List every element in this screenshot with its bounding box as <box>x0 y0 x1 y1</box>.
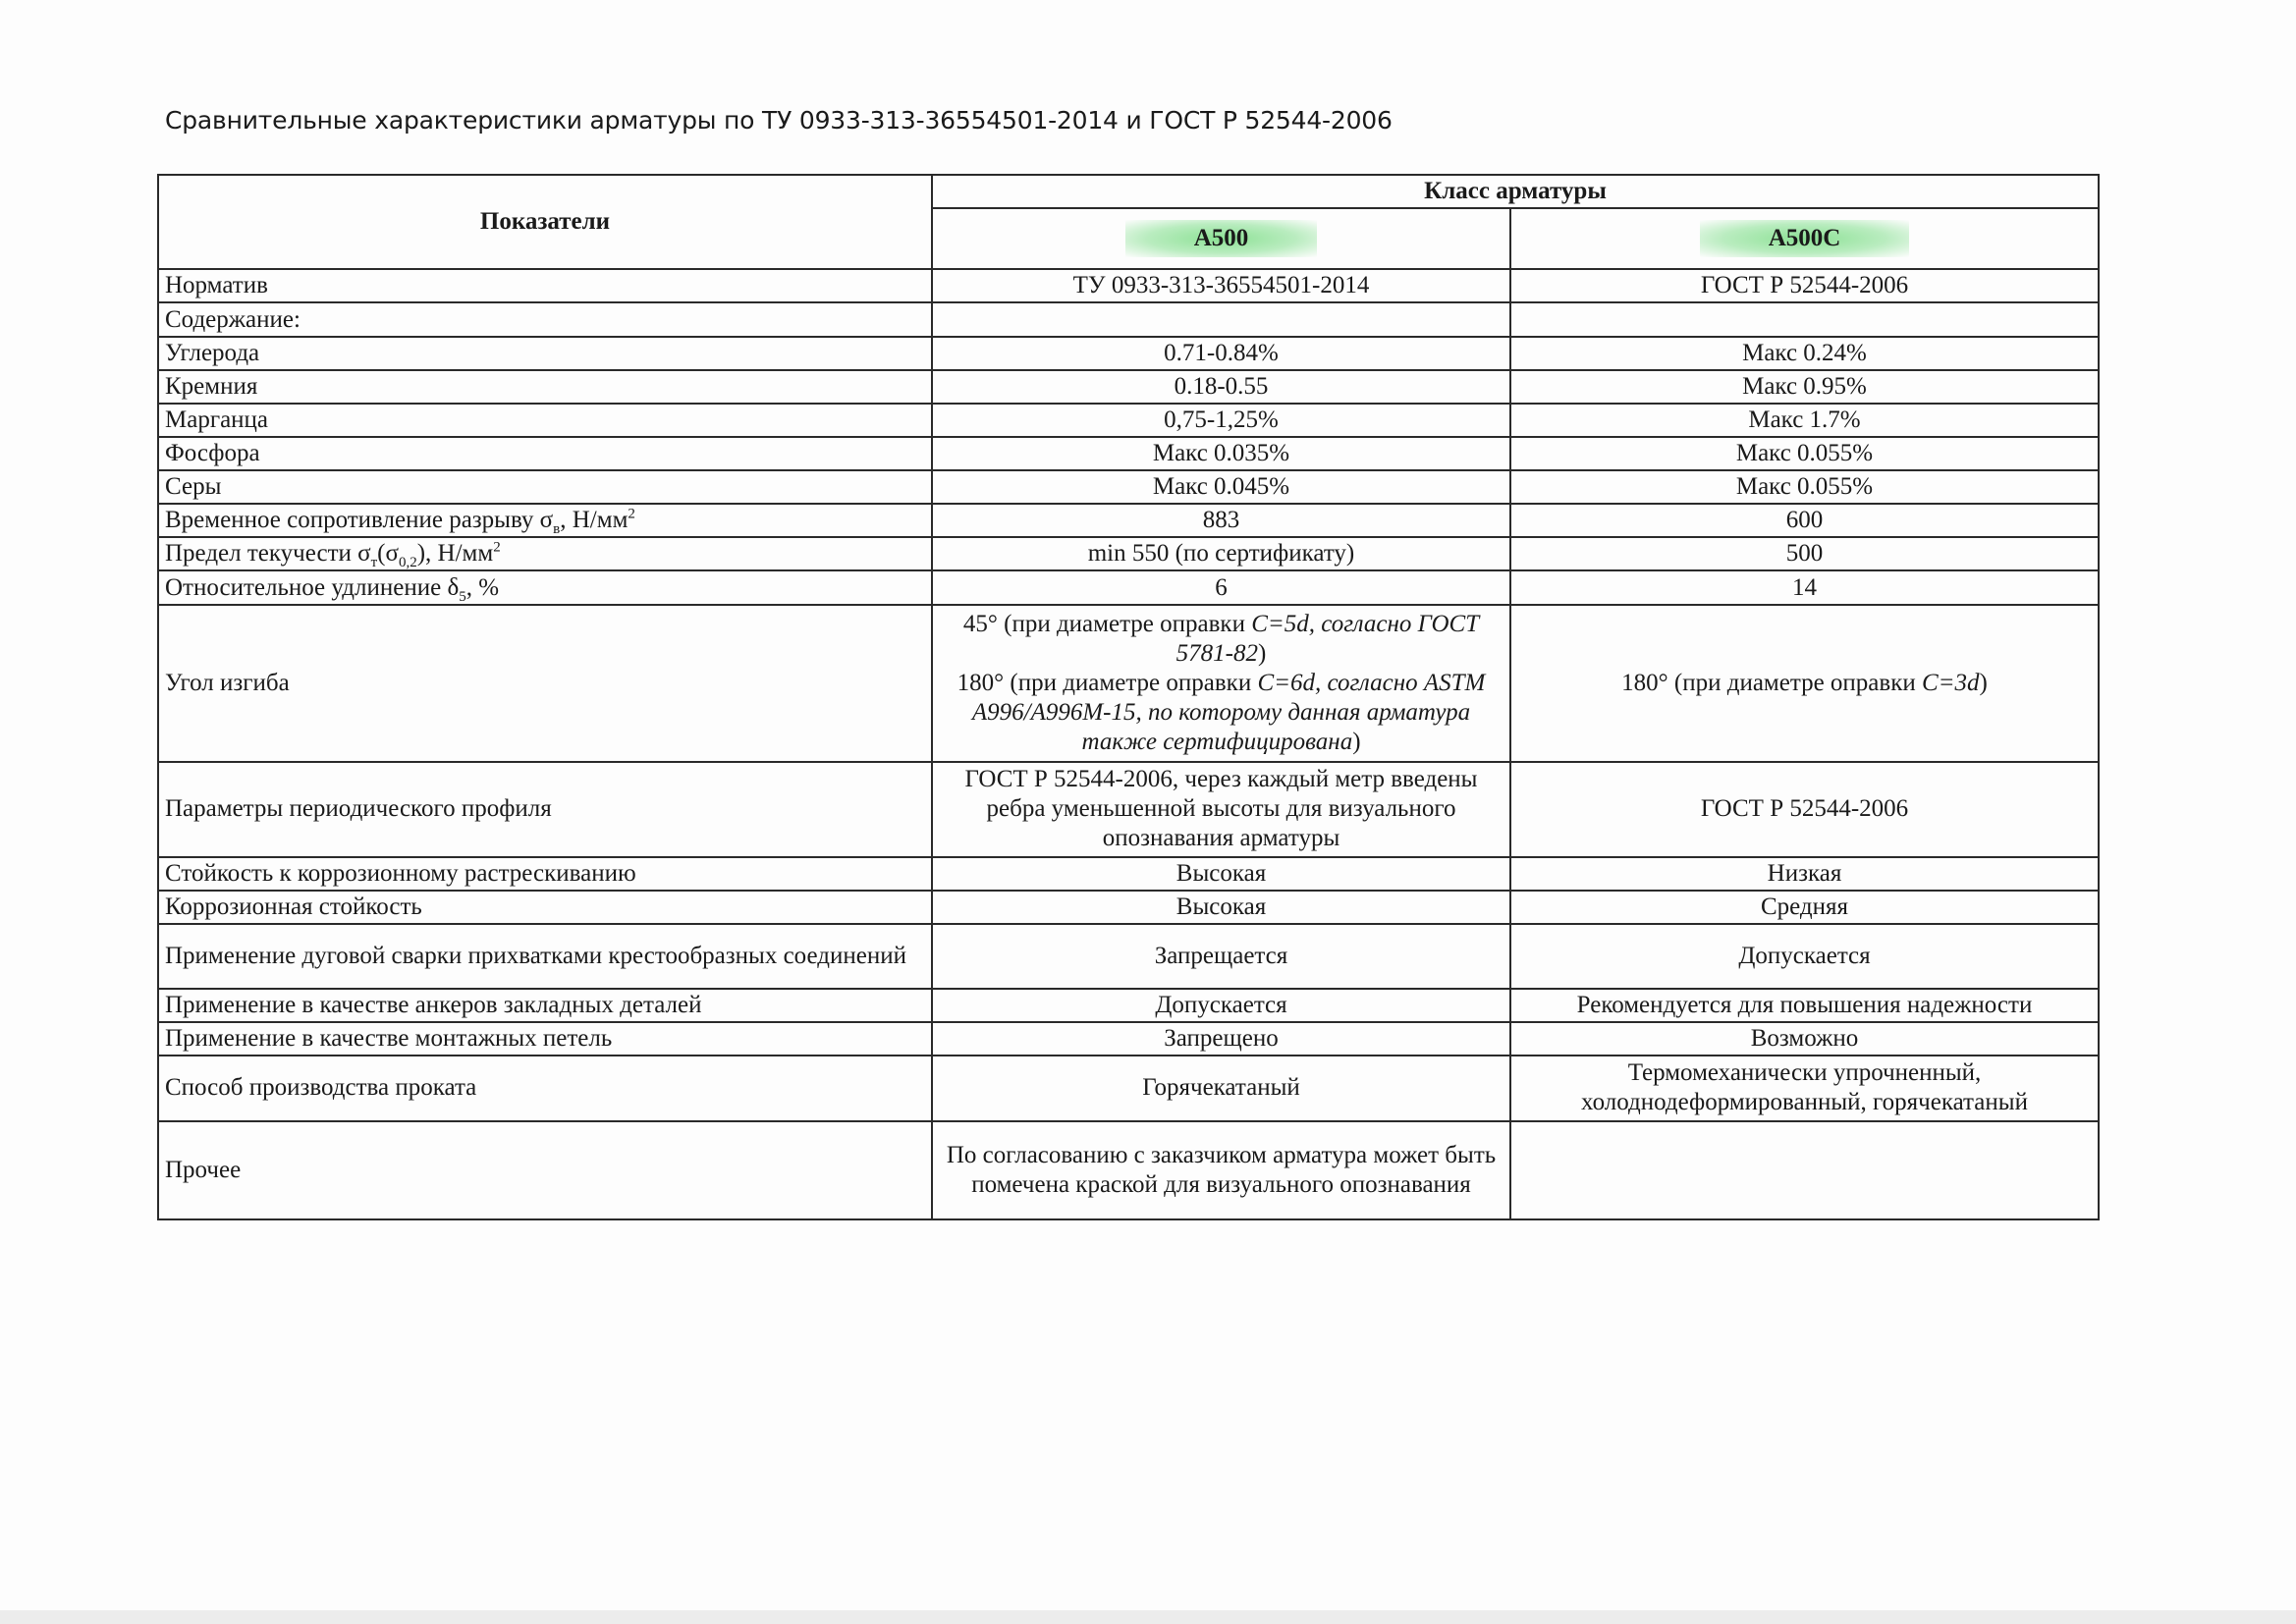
value-a500c: Низкая <box>1510 857 2099 891</box>
value-a500c: Макс 0.055% <box>1510 437 2099 470</box>
value-a500c: ГОСТ Р 52544-2006 <box>1510 269 2099 302</box>
value-a500c: Макс 0.24% <box>1510 337 2099 370</box>
row-label: Кремния <box>158 370 932 404</box>
row-label: Углерода <box>158 337 932 370</box>
value-a500c: Термомеханически упрочненный, холоднодеформированный, горячекатаный <box>1510 1056 2099 1120</box>
value-a500c: Возможно <box>1510 1022 2099 1056</box>
row-label <box>158 504 932 537</box>
row-yield-strength <box>158 537 2099 570</box>
bend-note-1: 45° (при диаметре оправки C=5d, согласно ГОСТ 5781-82) <box>962 610 1480 667</box>
value-a500c: 14 <box>1510 570 2099 604</box>
row-corrosion <box>158 891 2099 924</box>
page-title: Сравнительные характеристики арматуры по ТУ 0933-313-36554501-2014 и ГОСТ Р 52544-2006 <box>165 106 1393 135</box>
label-subscript-2: 0,2 <box>398 555 417 571</box>
label-superscript: 2 <box>493 540 501 557</box>
value-a500c: Средняя <box>1510 891 2099 924</box>
row-sulfur <box>158 470 2099 504</box>
value-a500c: Рекомендуется для повышения надежности <box>1510 989 2099 1022</box>
value-a500: 0,75-1,25% <box>932 404 1510 437</box>
row-welding <box>158 924 2099 989</box>
row-label: Стойкость к коррозионному растрескиванию <box>158 857 932 891</box>
row-loops <box>158 1022 2099 1056</box>
row-silicon <box>158 370 2099 404</box>
row-label: Угол изгиба <box>158 605 932 763</box>
row-label: Прочее <box>158 1121 932 1219</box>
label-text-mid: (σ <box>377 540 399 568</box>
value-a500c <box>1510 302 2099 336</box>
label-subscript: т <box>370 555 378 571</box>
value-a500 <box>932 605 1510 763</box>
value-a500: ГОСТ Р 52544-2006, через каждый метр введены ребра уменьшенной высоты для визуального опознавания арматуры <box>932 762 1510 856</box>
label-subscript: 5 <box>459 588 466 605</box>
row-label: Серы <box>158 470 932 504</box>
row-label <box>158 537 932 570</box>
value-a500c: Макс 1.7% <box>1510 404 2099 437</box>
row-carbon <box>158 337 2099 370</box>
header-class-group: Класс арматуры <box>932 175 2099 208</box>
row-label: Параметры периодического профиля <box>158 762 932 856</box>
value-a500c: Допускается <box>1510 924 2099 989</box>
row-anchors <box>158 989 2099 1022</box>
header-class-a500 <box>932 208 1510 269</box>
label-superscript: 2 <box>628 506 635 522</box>
row-production <box>158 1056 2099 1120</box>
value-a500: Допускается <box>932 989 1510 1022</box>
value-a500c: Макс 0.055% <box>1510 470 2099 504</box>
row-elongation <box>158 570 2099 604</box>
label-text: Относительное удлинение δ <box>165 573 460 601</box>
row-label: Применение в качестве монтажных петель <box>158 1022 932 1056</box>
comparison-table <box>157 174 2100 1220</box>
value-a500: Макс 0.035% <box>932 437 1510 470</box>
row-manganese <box>158 404 2099 437</box>
row-label: Фосфора <box>158 437 932 470</box>
highlight-a500: А500 <box>1125 220 1318 257</box>
header-class-a500c <box>1510 208 2099 269</box>
highlight-a500c: А500С <box>1700 220 1910 257</box>
row-norm <box>158 269 2099 302</box>
row-profile <box>158 762 2099 856</box>
value-a500: 6 <box>932 570 1510 604</box>
row-label: Содержание: <box>158 302 932 336</box>
scan-edge <box>0 1610 2296 1624</box>
value-a500: Макс 0.045% <box>932 470 1510 504</box>
value-a500: Запрещено <box>932 1022 1510 1056</box>
value-a500: Высокая <box>932 891 1510 924</box>
row-label: Применение в качестве анкеров закладных деталей <box>158 989 932 1022</box>
row-label <box>158 570 932 604</box>
value-a500: По согласованию с заказчиком арматура может быть помечена краской для визуального опознавания <box>932 1121 1510 1219</box>
value-a500c: 180° (при диаметре оправки C=3d) <box>1510 605 2099 763</box>
value-a500c: ГОСТ Р 52544-2006 <box>1510 762 2099 856</box>
label-text: Предел текучести σ <box>165 540 371 568</box>
value-a500 <box>932 302 1510 336</box>
value-a500: Горячекатаный <box>932 1056 1510 1120</box>
value-a500: Запрещается <box>932 924 1510 989</box>
value-a500: Высокая <box>932 857 1510 891</box>
row-other <box>158 1121 2099 1219</box>
row-label: Норматив <box>158 269 932 302</box>
row-label: Применение дуговой сварки прихватками крестообразных соединений <box>158 924 932 989</box>
value-a500: 0.18-0.55 <box>932 370 1510 404</box>
value-a500: 883 <box>932 504 1510 537</box>
label-text: Временное сопротивление разрыву σ <box>165 507 554 534</box>
label-text-post: ), Н/мм <box>416 540 494 568</box>
label-text-post: , Н/мм <box>560 507 629 534</box>
row-phosphorus <box>158 437 2099 470</box>
row-bend-angle <box>158 605 2099 763</box>
row-label: Способ производства проката <box>158 1056 932 1120</box>
label-text-post: , % <box>465 573 500 601</box>
value-a500: 0.71-0.84% <box>932 337 1510 370</box>
value-a500c: 500 <box>1510 537 2099 570</box>
value-a500: ТУ 0933-313-36554501-2014 <box>932 269 1510 302</box>
row-label: Марганца <box>158 404 932 437</box>
value-a500c <box>1510 1121 2099 1219</box>
row-label: Коррозионная стойкость <box>158 891 932 924</box>
row-stress-corrosion <box>158 857 2099 891</box>
bend-note-2: 180° (при диаметре оправки C=6d, согласно ASTM A996/A996M-15, по которому данная арматура также сертифицирована) <box>957 669 1486 755</box>
header-indicators: Показатели <box>158 175 932 269</box>
value-a500: min 550 (по сертификату) <box>932 537 1510 570</box>
label-subscript: в <box>553 521 561 538</box>
value-a500c: 600 <box>1510 504 2099 537</box>
row-tensile-strength <box>158 504 2099 537</box>
value-a500c: Макс 0.95% <box>1510 370 2099 404</box>
row-content <box>158 302 2099 336</box>
